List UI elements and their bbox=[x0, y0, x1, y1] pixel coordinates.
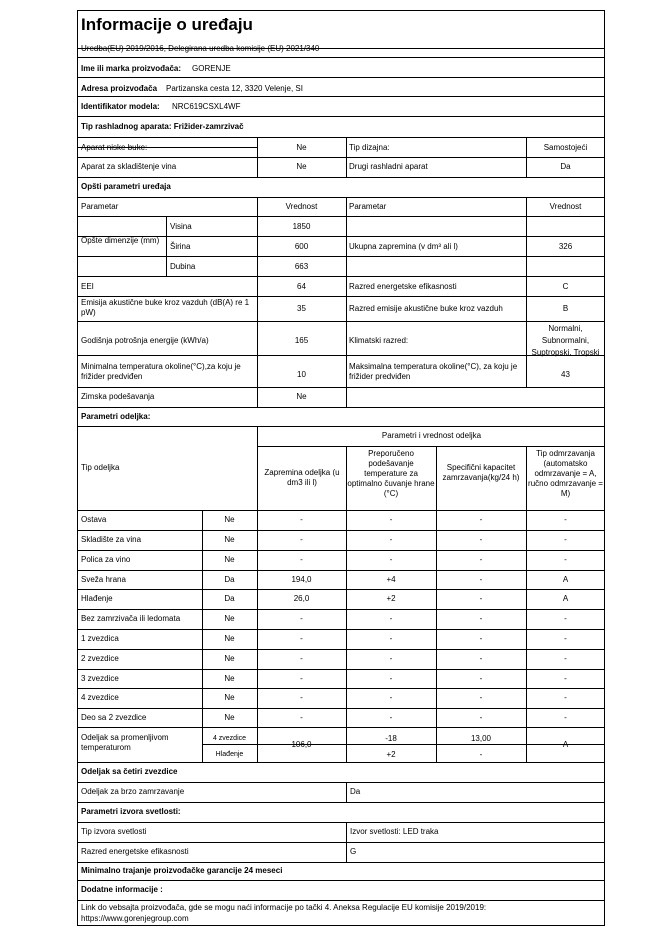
compartment-defrost: - bbox=[564, 693, 567, 702]
fast-freeze-value: Da bbox=[350, 787, 361, 796]
compartment-volume: 26,0 bbox=[293, 594, 310, 603]
compartment-defrost: - bbox=[564, 634, 567, 643]
compartment-temp: - bbox=[389, 555, 393, 564]
rule-line bbox=[258, 446, 605, 447]
rule-line bbox=[166, 256, 346, 257]
rule-line bbox=[78, 880, 605, 881]
rule-line bbox=[78, 96, 605, 97]
compartments-section-title: Parametri odeljka: bbox=[81, 412, 151, 421]
appliance-type: Tip rashladnog aparata: Frižider-zamrzivač bbox=[81, 122, 244, 131]
rule-line bbox=[78, 842, 605, 843]
compartment-defrost: A bbox=[562, 594, 569, 603]
rule-line bbox=[78, 116, 605, 117]
climate-class-value-1: Normalni, bbox=[548, 324, 583, 333]
compartment-capacity: - bbox=[479, 535, 483, 544]
eei-value: 64 bbox=[297, 282, 306, 291]
warranty-text: Minimalno trajanje proizvođačke garancije 24 meseci bbox=[81, 866, 283, 875]
compartment-name: 2 zvezdice bbox=[81, 654, 119, 663]
compartment-defrost: - bbox=[564, 674, 567, 683]
compartment-present: Ne bbox=[224, 555, 235, 564]
variable-mode-1: 4 zvezdice bbox=[212, 735, 247, 742]
supplier-label: Ime ili marka proizvođača: bbox=[81, 64, 182, 73]
design-type-value: Samostojeći bbox=[543, 143, 588, 152]
general-section-title: Opšti parametri uređaja bbox=[81, 182, 171, 191]
compartment-temp: - bbox=[389, 535, 393, 544]
rule-line bbox=[78, 762, 605, 763]
compartment-present: Ne bbox=[224, 674, 235, 683]
rule-line bbox=[166, 216, 167, 276]
compartment-present: Da bbox=[224, 594, 235, 603]
compartment-name: 1 zvezdica bbox=[81, 634, 119, 643]
rule-line bbox=[78, 407, 605, 408]
compartment-volume: - bbox=[300, 654, 303, 663]
min-temp-value: 10 bbox=[297, 370, 306, 379]
noise-class-label: Razred emisije akustične buke kroz vazduh bbox=[349, 304, 503, 313]
compartment-name: Skladište za vina bbox=[81, 535, 142, 544]
param-header-left: Parametar bbox=[81, 202, 119, 211]
compartment-volume: - bbox=[300, 674, 303, 683]
rule-line bbox=[78, 57, 605, 58]
width-label: Širina bbox=[170, 242, 191, 251]
light-class-value: G bbox=[350, 847, 357, 856]
consumption-label: Godišnja potrošnja energije (kWh/a) bbox=[81, 336, 209, 345]
rule-line bbox=[78, 782, 605, 783]
compartment-temp: - bbox=[389, 654, 393, 663]
additional-info-title: Dodatne informacije : bbox=[81, 885, 163, 894]
four-star-title: Odeljak sa četiri zvezdice bbox=[81, 767, 178, 776]
compartment-group-header: Parametri i vrednost odeljka bbox=[381, 431, 482, 440]
supplier-value: GORENJE bbox=[192, 64, 231, 73]
compartment-name: 3 zvezdice bbox=[81, 674, 119, 683]
width-value: 600 bbox=[294, 242, 309, 251]
compartment-name: Bez zamrzivača ili ledomata bbox=[81, 614, 181, 623]
variable-compartment-label: Odeljak sa promenljivom temperaturom bbox=[81, 733, 169, 752]
depth-label: Dubina bbox=[170, 262, 196, 271]
variable-capacity-1: 13,00 bbox=[470, 734, 492, 743]
rule-line bbox=[78, 177, 605, 178]
winter-setting-value: Ne bbox=[296, 392, 307, 401]
rule-line bbox=[346, 137, 347, 177]
compartment-defrost: - bbox=[564, 614, 567, 623]
light-type-value: Izvor svetlosti: LED traka bbox=[350, 827, 439, 836]
compartment-capacity: - bbox=[479, 515, 483, 524]
compartment-present: Ne bbox=[224, 614, 235, 623]
value-header-left: Vrednost bbox=[285, 202, 318, 211]
volume-value: 326 bbox=[558, 242, 573, 251]
param-header-right: Parametar bbox=[349, 202, 387, 211]
energy-class-label: Razred energetske efikasnosti bbox=[349, 282, 457, 291]
climate-class-label: Klimatski razred: bbox=[349, 336, 409, 345]
compartment-volume: - bbox=[300, 634, 303, 643]
compartment-volume: - bbox=[300, 555, 303, 564]
rule-line bbox=[346, 782, 347, 802]
compartment-capacity: - bbox=[479, 674, 483, 683]
max-temp-label: Maksimalna temperatura okoline(°C), za koju je frižider predviđen bbox=[349, 362, 518, 381]
compartment-temp: +2 bbox=[386, 594, 396, 603]
regulation-text: Uredba(EU) 2019/2016, Delegirana uredba komisije (EU) 2021/340 bbox=[81, 44, 320, 53]
variable-mode-2: Hlađenje bbox=[215, 751, 244, 758]
compartment-temp: +4 bbox=[386, 575, 396, 584]
compartment-present: Ne bbox=[224, 634, 235, 643]
dimensions-label: Opšte dimenzije (mm) bbox=[81, 236, 160, 245]
compartment-temp: - bbox=[389, 693, 393, 702]
compartment-capacity: - bbox=[479, 614, 483, 623]
height-value: 1850 bbox=[292, 222, 311, 231]
compartment-volume-header: Zapremina odeljka (u dm3 ili l) bbox=[264, 468, 340, 487]
compartment-capacity: - bbox=[479, 594, 483, 603]
light-class-label: Razred energetske efikasnosti bbox=[81, 847, 189, 856]
compartment-name: Polica za vino bbox=[81, 555, 131, 564]
min-temp-label: Minimalna temperatura okoline(°C),za koju je frižider predviđen bbox=[81, 362, 241, 381]
compartment-present: Ne bbox=[224, 535, 235, 544]
rule-line bbox=[166, 236, 346, 237]
low-noise-value: Ne bbox=[296, 143, 307, 152]
compartment-volume: - bbox=[300, 535, 303, 544]
compartment-temp: - bbox=[389, 634, 393, 643]
rule-line bbox=[346, 822, 347, 862]
compartment-volume: 194,0 bbox=[291, 575, 312, 584]
compartment-defrost: - bbox=[564, 555, 567, 564]
variable-temp-1: -18 bbox=[385, 734, 397, 743]
variable-temp-2: +2 bbox=[386, 750, 396, 759]
rule-line bbox=[78, 77, 605, 78]
compartment-present: Da bbox=[224, 575, 235, 584]
compartment-present: Ne bbox=[224, 713, 235, 722]
website-link: https://www.gorenjegroup.com bbox=[81, 914, 189, 923]
other-appliance-value: Da bbox=[560, 162, 571, 171]
address-label: Adresa proizvođača bbox=[81, 84, 158, 93]
compartment-name: Sveža hrana bbox=[81, 575, 126, 584]
rule-line bbox=[78, 822, 605, 823]
climate-class-value-2: Subnormalni, bbox=[541, 336, 590, 345]
low-noise-label: Aparat niske buke: bbox=[81, 143, 148, 152]
compartment-volume: - bbox=[300, 713, 303, 722]
rule-line bbox=[78, 862, 605, 863]
rule-line bbox=[78, 426, 605, 427]
compartment-volume: - bbox=[300, 515, 303, 524]
wine-storage-label: Aparat za skladištenje vina bbox=[81, 162, 177, 171]
energy-class-value: C bbox=[562, 282, 569, 291]
rule-line bbox=[526, 197, 527, 387]
compartment-defrost: A bbox=[562, 575, 569, 584]
light-section-title: Parametri izvora svetlosti: bbox=[81, 807, 181, 816]
compartment-temp: - bbox=[389, 674, 393, 683]
compartment-capacity: - bbox=[479, 693, 483, 702]
rule-line bbox=[78, 802, 605, 803]
max-temp-value: 43 bbox=[561, 370, 570, 379]
design-type-label: Tip dizajna: bbox=[349, 143, 390, 152]
compartment-temp: - bbox=[389, 515, 393, 524]
compartment-temp: - bbox=[389, 713, 393, 722]
model-label: Identifikator modela: bbox=[81, 102, 160, 111]
rule-line bbox=[346, 197, 347, 407]
value-header-right: Vrednost bbox=[549, 202, 582, 211]
compartment-temp: - bbox=[389, 614, 393, 623]
eei-label: EEI bbox=[81, 282, 94, 291]
compartment-capacity: - bbox=[479, 555, 483, 564]
compartment-capacity-header: Specifični kapacitet zamrzavanja(kg/24 h) bbox=[442, 463, 520, 482]
wine-storage-value: Ne bbox=[296, 162, 307, 171]
depth-value: 663 bbox=[294, 262, 309, 271]
additional-info-line-1: Link do vebsajta proizvođača, gde se mogu naći informacije po tački 4. Aneksa Regulacije EU komisije 2019/2019: bbox=[81, 903, 487, 912]
compartment-type-header: Tip odeljka bbox=[81, 463, 120, 472]
fast-freeze-label: Odeljak za brzo zamrzavanje bbox=[81, 787, 185, 796]
light-type-label: Tip izvora svetlosti bbox=[81, 827, 147, 836]
other-appliance-label: Drugi rashladni aparat bbox=[349, 162, 428, 171]
winter-setting-label: Zimska podešavanja bbox=[81, 392, 155, 401]
variable-volume: 106,0 bbox=[291, 740, 312, 749]
compartment-capacity: - bbox=[479, 713, 483, 722]
compartment-temp-header: Preporučeno podešavanje temperature za optimalno čuvanje hrane (°C) bbox=[347, 449, 435, 498]
compartment-present: Ne bbox=[224, 654, 235, 663]
compartment-defrost: - bbox=[564, 713, 567, 722]
compartment-present: Ne bbox=[224, 693, 235, 702]
compartment-name: 4 zvezdice bbox=[81, 693, 119, 702]
variable-defrost: A bbox=[562, 740, 569, 749]
rule-line bbox=[78, 387, 605, 388]
address-value: Partizanska cesta 12, 3320 Velenje, SI bbox=[166, 84, 303, 93]
compartment-defrost: - bbox=[564, 654, 567, 663]
compartment-volume: - bbox=[300, 693, 303, 702]
volume-label: Ukupna zapremina (v dm³ ali l) bbox=[349, 242, 458, 251]
compartment-defrost: - bbox=[564, 515, 567, 524]
consumption-value: 165 bbox=[294, 336, 309, 345]
compartment-name: Deo sa 2 zvezdice bbox=[81, 713, 147, 722]
noise-class-value: B bbox=[562, 304, 569, 313]
model-value: NRC619CSXL4WF bbox=[172, 102, 241, 111]
compartment-defrost: - bbox=[564, 535, 567, 544]
compartment-defrost-header: Tip odmrzavanja (automatsko odmrzavanje = A, ručno odmrzavanje = M) bbox=[528, 449, 603, 498]
noise-label: Emisija akustične buke kroz vazduh (dB(A) re 1 pW) bbox=[81, 298, 250, 317]
compartment-capacity: - bbox=[479, 575, 483, 584]
compartment-capacity: - bbox=[479, 654, 483, 663]
compartment-present: Ne bbox=[224, 515, 235, 524]
compartment-name: Ostava bbox=[81, 515, 107, 524]
page-title: Informacije o uređaju bbox=[81, 15, 253, 34]
noise-value: 35 bbox=[297, 304, 306, 313]
product-information-sheet bbox=[77, 10, 605, 926]
climate-class-value-3: Suptropski, Tropski bbox=[531, 348, 600, 357]
variable-capacity-2: - bbox=[479, 750, 483, 759]
compartment-name: Hlađenje bbox=[81, 594, 113, 603]
compartment-volume: - bbox=[300, 614, 303, 623]
height-label: Visina bbox=[170, 222, 192, 231]
rule-line bbox=[78, 900, 605, 901]
compartment-capacity: - bbox=[479, 634, 483, 643]
